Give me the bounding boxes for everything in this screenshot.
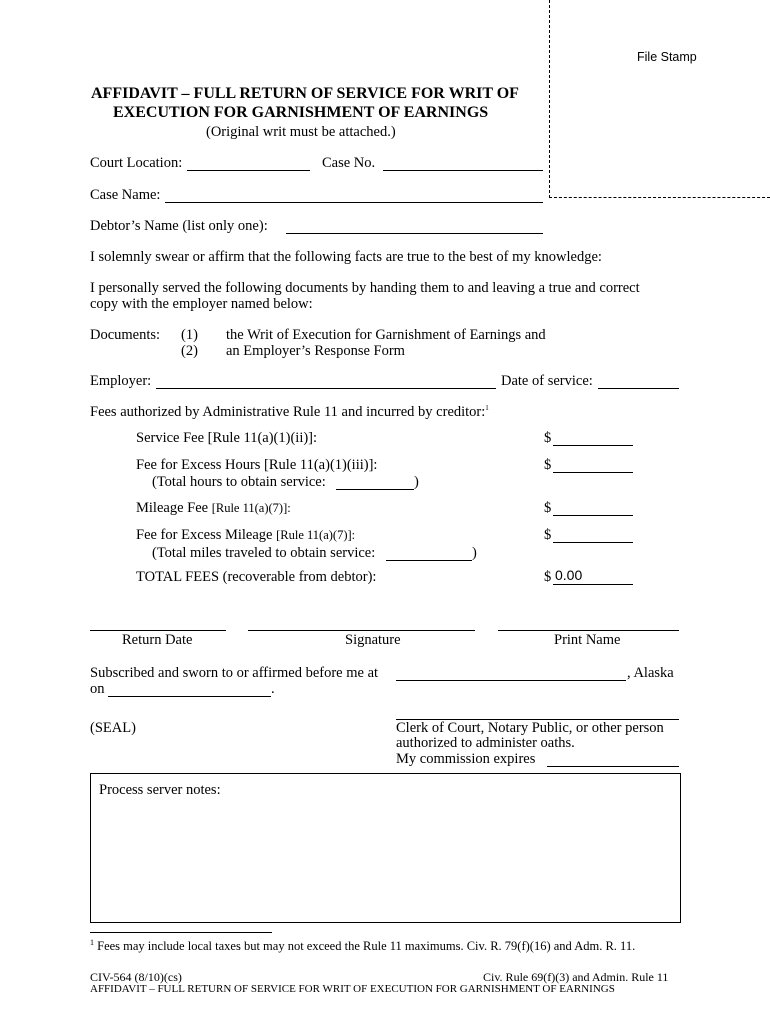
sworn-date-period: . xyxy=(271,681,275,697)
employer-field[interactable] xyxy=(156,388,496,389)
fees-intro xyxy=(90,404,489,421)
debtor-name-field[interactable] xyxy=(286,233,543,234)
return-date-field[interactable] xyxy=(90,630,226,631)
mileage-fee-rule: [Rule 11(a)(7)]: xyxy=(211,501,291,515)
mileage-fee-dollar: $ xyxy=(544,500,552,516)
mileage-fee-label xyxy=(136,500,291,517)
alaska-text: , Alaska xyxy=(627,665,674,681)
date-of-service-field[interactable] xyxy=(598,388,679,389)
date-of-service-label: Date of service: xyxy=(501,373,593,389)
signature-label: Signature xyxy=(345,632,401,648)
service-fee-field[interactable] xyxy=(553,445,633,446)
case-no-label: Case No. xyxy=(322,155,376,171)
subscribed-text: Subscribed and sworn to or affirmed before me at xyxy=(90,665,379,681)
seal-label: (SEAL) xyxy=(90,720,136,736)
commission-expires-label: My commission expires xyxy=(396,751,536,767)
total-miles-label: (Total miles traveled to obtain service: xyxy=(152,545,376,561)
footer-title: AFFIDAVIT – FULL RETURN OF SERVICE FOR WRIT OF EXECUTION FOR GARNISHMENT OF EARNINGS xyxy=(90,983,615,995)
clerk-line-1: Clerk of Court, Notary Public, or other person xyxy=(396,720,664,736)
footnote xyxy=(90,938,635,954)
total-miles-field[interactable] xyxy=(386,560,472,561)
mileage-fee-label-text: Mileage Fee xyxy=(136,500,212,516)
service-fee-label: Service Fee [Rule 11(a)(1)(ii)]: xyxy=(136,430,318,446)
commission-expires-field[interactable] xyxy=(547,766,679,767)
print-name-label: Print Name xyxy=(554,632,621,648)
on-text: on xyxy=(90,681,105,697)
swear-statement: I solemnly swear or affirm that the following facts are true to the best of my knowledge: xyxy=(90,249,602,265)
case-name-field[interactable] xyxy=(165,202,543,203)
court-location-label: Court Location: xyxy=(90,155,183,171)
sworn-date-field[interactable] xyxy=(108,696,271,697)
document-2-text: an Employer’s Response Form xyxy=(226,343,405,359)
footnote-text: Fees may include local taxes but may not exceed the Rule 11 maximums. Civ. R. 79(f)(16) and Adm. R. 11. xyxy=(97,939,636,954)
court-location-field[interactable] xyxy=(187,170,310,171)
subtitle: (Original writ must be attached.) xyxy=(206,124,396,140)
document-1-text: the Writ of Execution for Garnishment of Earnings and xyxy=(226,327,546,343)
excess-hours-label: Fee for Excess Hours [Rule 11(a)(1)(iii)]: xyxy=(136,457,378,473)
debtor-name-label: Debtor’s Name (list only one): xyxy=(90,218,268,234)
excess-mileage-dollar: $ xyxy=(544,527,552,543)
return-date-label: Return Date xyxy=(122,632,193,648)
excess-hours-fee-field[interactable] xyxy=(553,472,633,473)
document-1-number: (1) xyxy=(181,327,198,343)
title-line-2: EXECUTION FOR GARNISHMENT OF EARNINGS xyxy=(113,104,489,121)
form-number: CIV-564 (8/10)(cs) xyxy=(90,970,182,984)
footnote-number: 1 xyxy=(90,938,94,947)
case-name-label: Case Name: xyxy=(90,187,161,203)
footnote-divider xyxy=(90,932,272,933)
print-name-field[interactable] xyxy=(498,630,679,631)
file-stamp-label: File Stamp xyxy=(637,50,697,64)
total-fees-label: TOTAL FEES (recoverable from debtor): xyxy=(136,569,377,585)
signature-field[interactable] xyxy=(248,630,475,631)
served-statement-line-2: copy with the employer named below: xyxy=(90,296,313,312)
sworn-location-field[interactable] xyxy=(396,680,626,681)
clerk-line-2: authorized to administer oaths. xyxy=(396,735,575,751)
excess-hours-dollar: $ xyxy=(544,457,552,473)
file-stamp-border-horizontal xyxy=(549,197,770,198)
served-statement-line-1: I personally served the following documents by handing them to and leaving a true and correct xyxy=(90,280,640,296)
total-miles-close-paren: ) xyxy=(472,545,477,561)
total-hours-field[interactable] xyxy=(336,489,414,490)
process-server-notes-label: Process server notes: xyxy=(99,782,221,798)
total-hours-label: (Total hours to obtain service: xyxy=(152,474,326,490)
mileage-fee-field[interactable] xyxy=(553,515,633,516)
excess-mileage-fee-field[interactable] xyxy=(553,542,633,543)
excess-mileage-label xyxy=(136,527,355,544)
title-line-1: AFFIDAVIT – FULL RETURN OF SERVICE FOR WRIT OF xyxy=(91,85,519,102)
file-stamp-border-vertical xyxy=(549,0,550,198)
total-fees-field-line xyxy=(553,584,633,585)
service-fee-dollar: $ xyxy=(544,430,552,446)
excess-mileage-rule: [Rule 11(a)(7)]: xyxy=(276,528,356,542)
employer-label: Employer: xyxy=(90,373,152,389)
case-no-field[interactable] xyxy=(383,170,543,171)
documents-label: Documents: xyxy=(90,327,161,343)
fees-intro-text: Fees authorized by Administrative Rule 11 and incurred by creditor: xyxy=(90,404,486,420)
total-hours-close-paren: ) xyxy=(414,474,419,490)
total-fees-dollar: $ xyxy=(544,569,552,585)
fees-footnote-mark: 1 xyxy=(485,404,489,413)
rule-reference: Civ. Rule 69(f)(3) and Admin. Rule 11 xyxy=(483,970,669,984)
document-2-number: (2) xyxy=(181,343,198,359)
total-fees-value[interactable]: 0.00 xyxy=(555,567,583,583)
excess-mileage-label-text: Fee for Excess Mileage xyxy=(136,527,277,543)
